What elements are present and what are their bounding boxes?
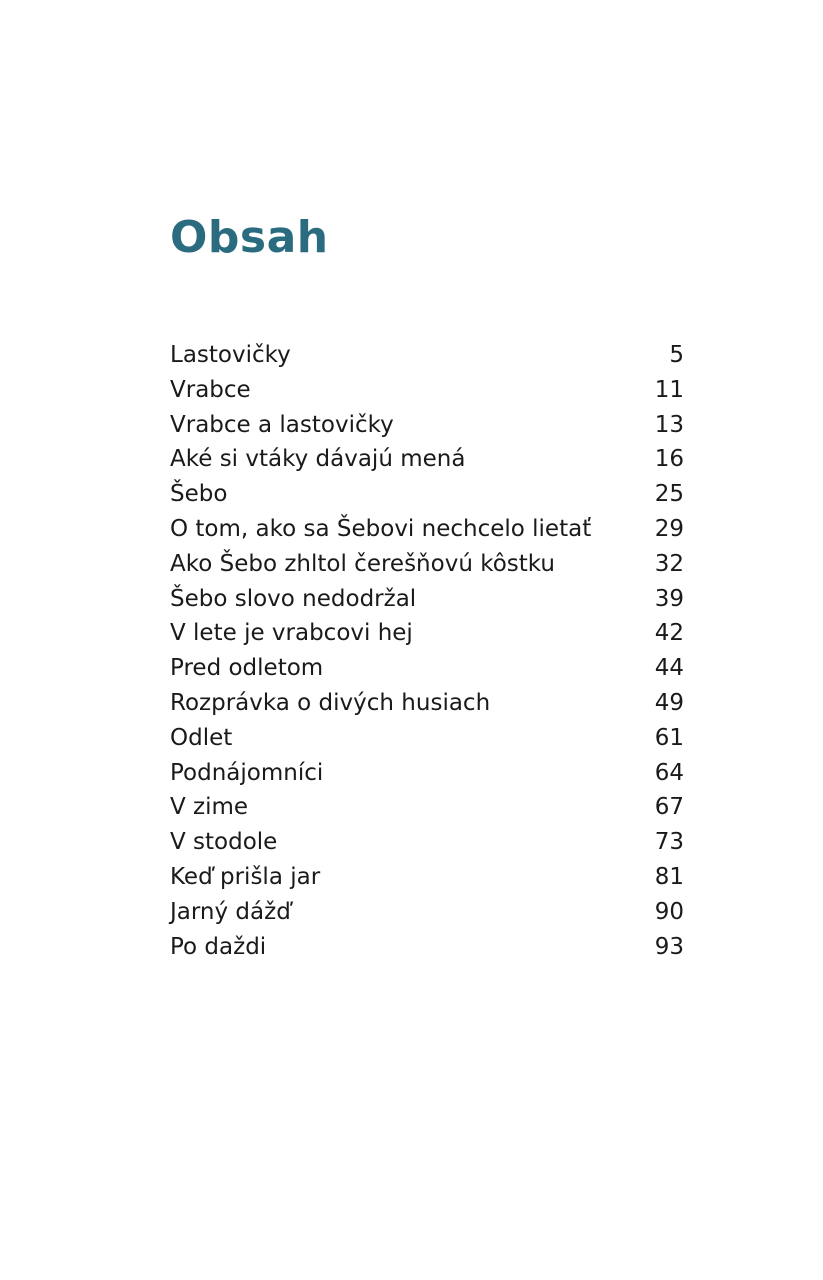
page-title: Obsah: [170, 212, 329, 263]
toc-entry-title: Aké si vtáky dávajú mená: [170, 446, 466, 473]
toc-entry: [170, 895, 684, 930]
toc-entry: [170, 547, 684, 582]
toc-entry: [170, 686, 684, 721]
toc-entry-page: 16: [654, 446, 684, 473]
toc-entry-title: Jarný dážď: [170, 898, 291, 925]
toc-entry-title: Odlet: [170, 724, 233, 751]
toc-entry-page: 5: [669, 342, 684, 368]
toc-entry: [170, 373, 684, 408]
toc-entry-page: 81: [654, 863, 684, 890]
toc-entry-page: 90: [654, 898, 684, 925]
toc-entry-title: O tom, ako sa Šebovi nechcelo lietať: [170, 515, 592, 542]
toc-entry-title: Lastovičky: [170, 342, 291, 368]
toc-entry-title: Vrabce: [170, 376, 251, 403]
toc-entry: [170, 651, 684, 686]
toc-entry-page: 64: [654, 759, 684, 786]
toc-entry-title: Po daždi: [170, 933, 267, 960]
toc-entry-title: V stodole: [170, 829, 278, 856]
toc-entry: [170, 930, 684, 965]
toc-entry: [170, 825, 684, 860]
toc-entry: [170, 408, 684, 443]
toc-entry: [170, 860, 684, 895]
toc-entry: [170, 756, 684, 791]
toc-entry-title: Šebo slovo nedodržal: [170, 585, 417, 612]
toc-entry-page: 39: [654, 585, 684, 612]
toc-entry: [170, 790, 684, 825]
toc-entry-title: Pred odletom: [170, 655, 324, 682]
toc-entry-title: Šebo: [170, 481, 228, 508]
toc-entry-page: 42: [654, 620, 684, 647]
toc-entry-page: 67: [654, 794, 684, 821]
toc-entry-title: Keď prišla jar: [170, 863, 321, 890]
toc-entry-page: 44: [654, 655, 684, 682]
toc-entry-title: Ako Šebo zhltol čerešňovú kôstku: [170, 550, 555, 577]
toc-entry: [170, 616, 684, 651]
toc-entry-page: 93: [654, 933, 684, 960]
toc-entry-page: 73: [654, 829, 684, 856]
toc-entry-page: 61: [654, 724, 684, 751]
table-of-contents: [170, 338, 684, 964]
toc-entry-title: Podnájomníci: [170, 759, 324, 786]
toc-entry-page: 32: [654, 550, 684, 577]
toc-entry-page: 25: [654, 481, 684, 508]
toc-entry: [170, 582, 684, 617]
toc-entry-page: 11: [654, 376, 684, 403]
toc-entry: [170, 477, 684, 512]
toc-entry-title: Rozprávka o divých husiach: [170, 689, 491, 716]
toc-entry-page: 29: [654, 515, 684, 542]
toc-entry: [170, 721, 684, 756]
toc-entry: [170, 338, 684, 373]
toc-entry-title: V lete je vrabcovi hej: [170, 620, 413, 647]
toc-entry-page: 13: [654, 411, 684, 438]
toc-entry-page: 49: [654, 689, 684, 716]
toc-entry: [170, 442, 684, 477]
toc-entry: [170, 512, 684, 547]
toc-entry-title: Vrabce a lastovičky: [170, 411, 394, 438]
toc-entry-title: V zime: [170, 794, 249, 821]
